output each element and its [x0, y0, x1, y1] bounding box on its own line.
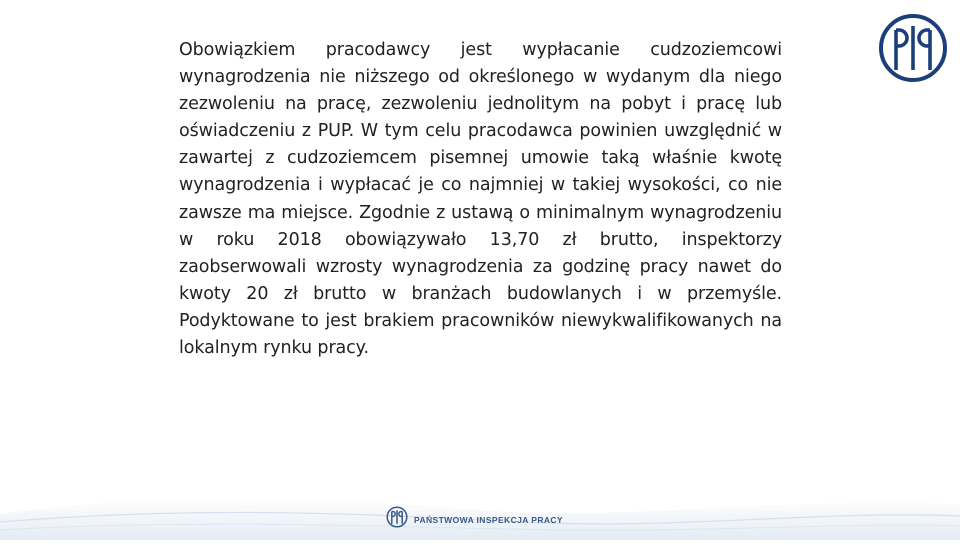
institution-name: PAŃSTWOWA INSPEKCJA PRACY — [414, 514, 564, 525]
footer-logo — [386, 506, 563, 533]
pip-emblem-small-icon — [386, 506, 408, 533]
body-paragraph: Obowiązkiem pracodawcy jest wypłacanie cudzoziemcowi wynagrodzenia nie niższego od określonego w wydanym dla niego zezwoleniu na pracę, zezwoleniu jednolitym na pobyt i pracę lub oświadczeniu z PUP. W tym celu pracodawca powinien uwzględnić w zawartej z cudzoziemcem pisemnej umowie taką właśnie kwotę wynagrodzenia i wypłacać je co najmniej w takiej wysokości, co nie zawsze ma miejsce. Zgodnie z ustawą o minimalnym wynagrodzeniu w roku 2018 obowiązywało 13,70 zł brutto, inspektorzy zaobserwowali wzrosty wynagrodzenia za godzinę pracy nawet do kwoty 20 zł brutto w branżach budowlanych i w przemyśle. Podyktowane to jest brakiem pracowników niewykwalifikowanych na lokalnym rynku pracy. — [179, 40, 782, 359]
pip-emblem-icon — [877, 12, 949, 84]
